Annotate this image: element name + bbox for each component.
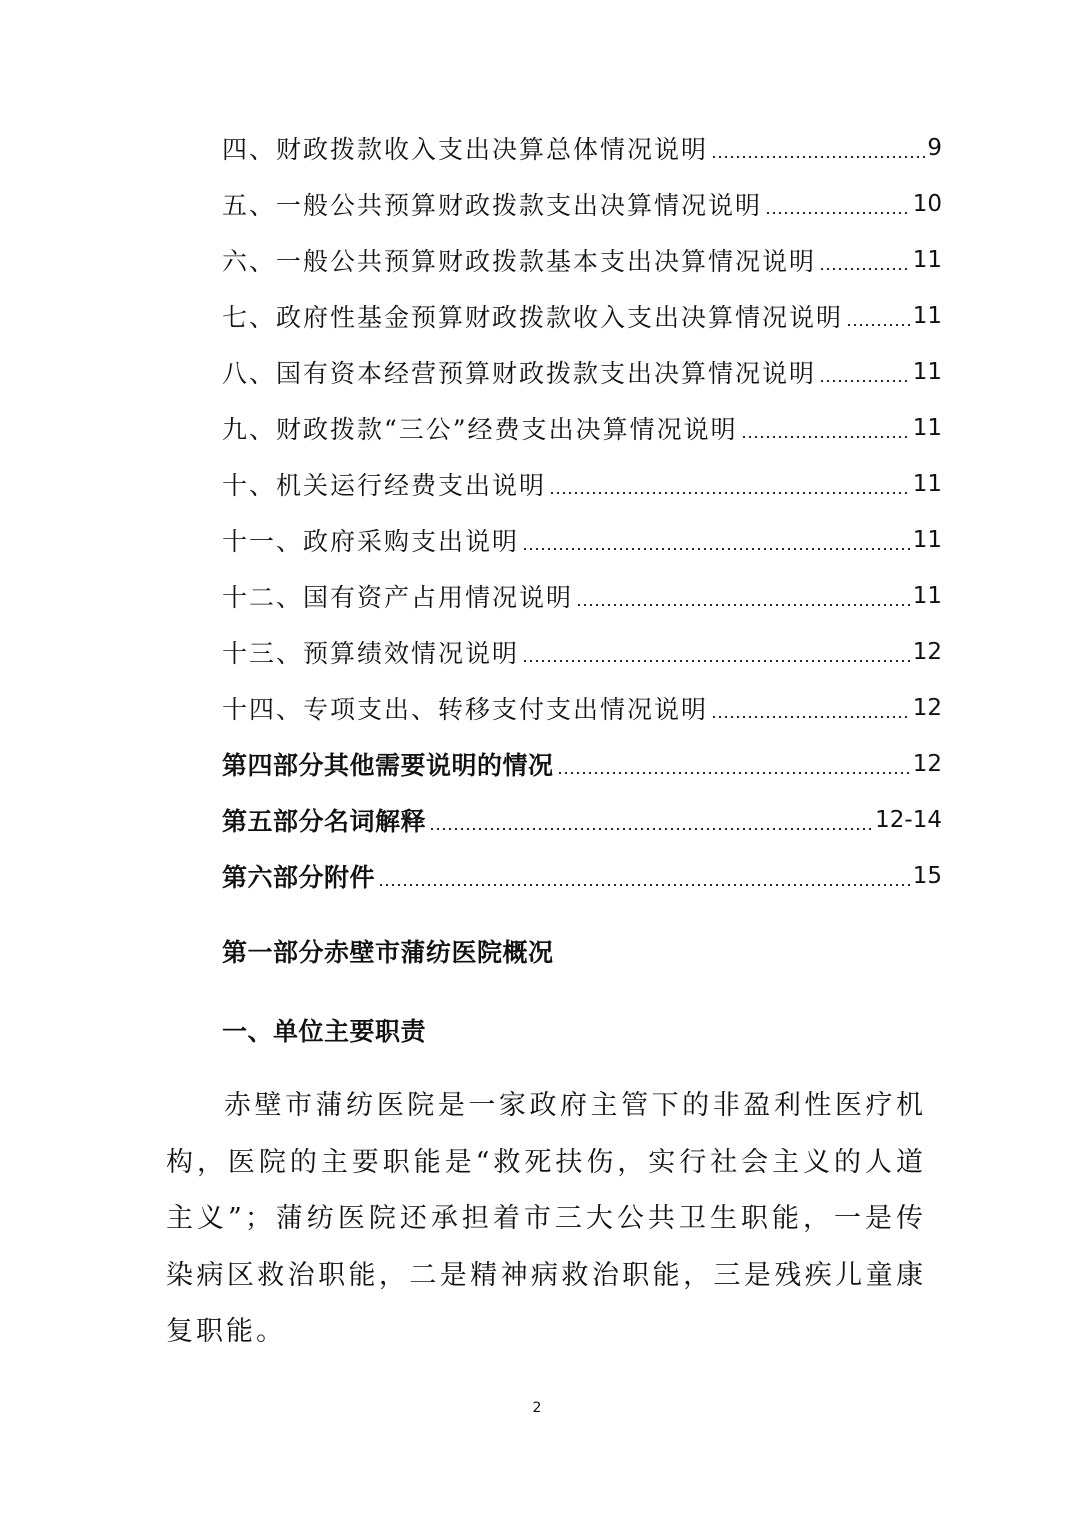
toc-dot-leader (711, 716, 911, 718)
toc-entry (222, 400, 942, 456)
toc-entry (222, 568, 942, 624)
toc-dot-leader (557, 772, 911, 774)
toc-entry-title: 十二、国有资产占用情况说明 (222, 583, 574, 612)
toc-dot-leader (378, 884, 911, 886)
toc-entry-title: 七、政府性基金预算财政拨款收入支出决算情况说明 (222, 303, 844, 332)
toc-entry-page: 11 (912, 247, 942, 273)
toc-entry (222, 120, 942, 176)
toc-entry-title: 十三、预算绩效情况说明 (222, 639, 520, 668)
toc-entry (222, 736, 942, 792)
toc-entry-page: 11 (912, 583, 942, 609)
toc-dot-leader (819, 268, 911, 270)
toc-entry-title: 十一、政府采购支出说明 (222, 527, 520, 556)
toc-entry-title: 十四、专项支出、转移支付支出情况说明 (222, 695, 709, 724)
toc-dot-leader (741, 436, 911, 438)
toc-entry-title: 四、财政拨款收入支出决算总体情况说明 (222, 135, 709, 164)
toc-dot-leader (846, 324, 911, 326)
toc-entry (222, 456, 942, 512)
toc-entry-title: 八、国有资本经营预算财政拨款支出决算情况说明 (222, 359, 817, 388)
toc-entry-page: 12 (912, 751, 942, 777)
section-one-heading: 一、单位主要职责 (222, 1017, 427, 1046)
toc-entry-title: 六、一般公共预算财政拨款基本支出决算情况说明 (222, 247, 817, 276)
toc-entry (222, 232, 942, 288)
toc-dot-leader (522, 660, 911, 662)
toc-entry-title: 九、财政拨款“三公”经费支出决算情况说明 (222, 415, 738, 444)
toc-entry-title: 第六部分附件 (222, 863, 376, 892)
toc-entry-page: 10 (912, 191, 942, 217)
toc-dot-leader (429, 828, 873, 830)
toc-entry-title: 第五部分名词解释 (222, 807, 427, 836)
toc-entry-page: 12 (912, 695, 942, 721)
toc-dot-leader (819, 380, 911, 382)
toc-entry (222, 624, 942, 680)
toc-entry (222, 344, 942, 400)
toc-entry-page: 11 (912, 527, 942, 553)
part-one-heading: 第一部分赤壁市蒲纺医院概况 (222, 938, 554, 967)
toc-entry (222, 680, 942, 736)
toc-entry-title: 十、机关运行经费支出说明 (222, 471, 547, 500)
main-duties-paragraph: 赤壁市蒲纺医院是一家政府主管下的非盈利性医疗机构，医院的主要职能是“救死扶伤，实行社会主义的人道主义”；蒲纺医院还承担着市三大公共卫生职能，一是传染病区救治职能，二是精神病救治职能，三是残疾儿童康复职能。 (166, 1090, 926, 1347)
toc-entry (222, 848, 942, 904)
page-number: 2 (532, 1400, 542, 1416)
toc-entry (222, 176, 942, 232)
toc-entry-page: 11 (912, 359, 942, 385)
toc-dot-leader (522, 548, 911, 550)
toc-entry-page: 15 (912, 863, 942, 889)
toc-entry (222, 512, 942, 568)
toc-entry-page: 9 (927, 135, 942, 161)
toc-entry-page: 12 (912, 639, 942, 665)
toc-dot-leader (711, 156, 925, 158)
toc-entry (222, 288, 942, 344)
toc-dot-leader (765, 212, 911, 214)
toc-dot-leader (549, 492, 911, 494)
toc-entry (222, 792, 942, 848)
toc-entry-title: 第四部分其他需要说明的情况 (222, 751, 554, 780)
table-of-contents (222, 120, 942, 904)
toc-entry-page: 11 (912, 415, 942, 441)
toc-entry-title: 五、一般公共预算财政拨款支出决算情况说明 (222, 191, 763, 220)
toc-entry-page: 11 (912, 303, 942, 329)
toc-entry-page: 11 (912, 471, 942, 497)
toc-entry-page: 12-14 (875, 807, 942, 833)
toc-dot-leader (576, 604, 911, 606)
